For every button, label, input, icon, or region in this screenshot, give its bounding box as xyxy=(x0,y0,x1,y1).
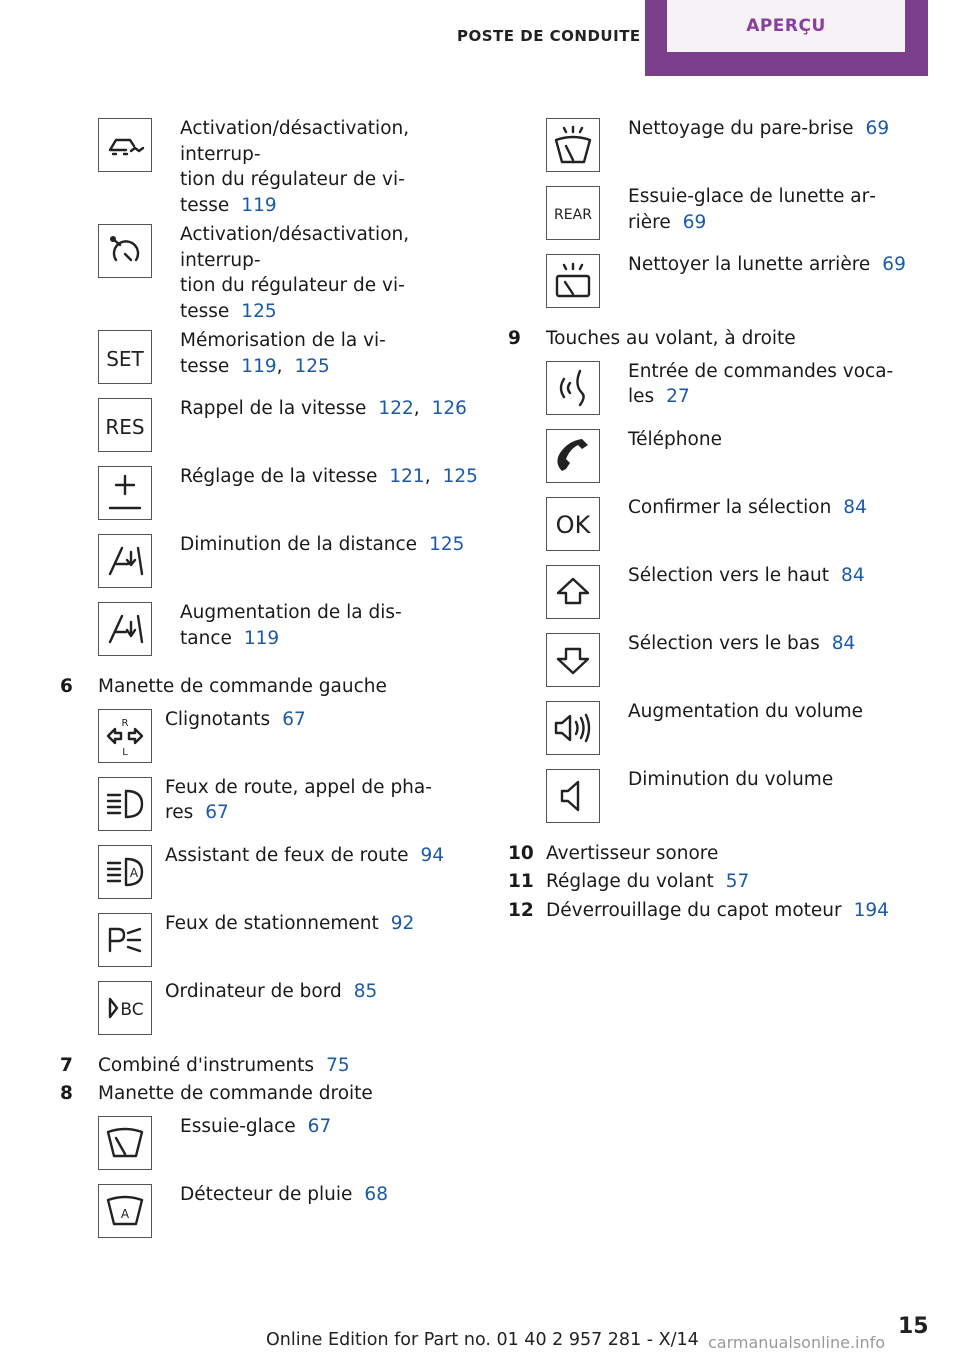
control-item xyxy=(546,559,928,627)
icon-box xyxy=(98,1184,152,1238)
numbered-section xyxy=(60,674,480,700)
section-title: Combiné d'instruments 75 xyxy=(98,1054,350,1076)
distance-decrease-icon xyxy=(104,540,146,582)
page-ref-link[interactable]: 84 xyxy=(841,564,865,586)
item-label: Feux de stationnement 92 xyxy=(165,912,415,934)
rain-sensor-icon xyxy=(104,1190,146,1232)
icon-box xyxy=(98,118,152,172)
turn-signal-icon xyxy=(104,715,146,757)
page-ref-link[interactable]: 194 xyxy=(853,899,889,921)
page-ref-link[interactable]: 122 xyxy=(378,398,414,419)
svg-text:RES: RES xyxy=(105,415,145,439)
item-label: Clignotants 67 xyxy=(165,708,306,730)
footer-edition: Online Edition for Part no. 01 40 2 957 281 - X/14 xyxy=(266,1330,699,1350)
page-ref-link[interactable]: 119 xyxy=(243,627,280,649)
icon-box xyxy=(98,602,152,656)
set-icon xyxy=(104,336,146,378)
icon-box xyxy=(546,429,600,483)
control-item xyxy=(546,627,928,695)
page-ref-link[interactable]: 67 xyxy=(307,1115,332,1137)
section-number: 8 xyxy=(60,1083,73,1104)
control-item xyxy=(98,112,480,218)
control-item xyxy=(98,703,480,771)
item-label: Mémorisation de la vi‐ tesse 119, 125 xyxy=(180,330,386,377)
control-item xyxy=(98,528,480,596)
page-ref-link[interactable]: 126 xyxy=(431,398,467,419)
plus-minus-icon xyxy=(104,472,146,514)
numbered-section xyxy=(60,1053,480,1079)
control-item xyxy=(98,1110,480,1178)
page-ref-link[interactable]: 75 xyxy=(326,1054,350,1076)
ok-icon xyxy=(552,503,594,545)
watermark: carmanualsonline.info xyxy=(708,1333,886,1352)
page-ref-link[interactable]: 69 xyxy=(682,211,707,233)
section-number: 6 xyxy=(60,676,73,697)
page-ref-link[interactable]: 69 xyxy=(865,118,890,139)
control-item xyxy=(98,907,480,975)
item-label: Activation/désactivation, interrup‐ tion du régulateur de vi‐ tesse 119 xyxy=(180,118,410,216)
icon-box xyxy=(98,1116,152,1170)
page-ref-link[interactable]: 67 xyxy=(282,708,306,730)
right-column xyxy=(508,112,928,926)
item-label: Sélection vers le bas 84 xyxy=(628,632,856,654)
item-label: Nettoyage du pare-brise 69 xyxy=(628,118,890,139)
control-item xyxy=(546,423,928,491)
icon-box xyxy=(546,254,600,308)
icon-box xyxy=(98,845,152,899)
item-label: Assistant de feux de route 94 xyxy=(165,844,445,866)
section-number: 7 xyxy=(60,1054,73,1076)
control-item xyxy=(98,596,480,664)
item-label: Confirmer la sélection 84 xyxy=(628,496,867,518)
page-ref-link[interactable]: 84 xyxy=(843,496,867,518)
page-ref-link[interactable]: 92 xyxy=(390,912,415,934)
numbered-section xyxy=(508,869,928,895)
item-label: Activation/désactivation, interrup‐ tion du régulateur de vi‐ tesse 125 xyxy=(180,224,410,322)
page-ref-link[interactable]: 84 xyxy=(831,632,856,654)
left-column xyxy=(60,112,480,1246)
item-label: Détecteur de pluie 68 xyxy=(180,1183,388,1205)
section-title: Avertisseur sonore xyxy=(546,842,719,864)
voice-command-icon xyxy=(552,367,594,409)
active-cruise-control-icon xyxy=(104,230,146,272)
rear-washer-icon xyxy=(552,260,594,302)
icon-box xyxy=(546,565,600,619)
onboard-computer-icon xyxy=(104,987,146,1029)
icon-box xyxy=(98,398,152,452)
item-label: Diminution de la distance 125 xyxy=(180,534,465,555)
item-label: Entrée de commandes voca‐ les 27 xyxy=(628,360,894,407)
control-item xyxy=(98,392,480,460)
page-number: 15 xyxy=(898,1314,929,1339)
item-label: Nettoyer la lunette arrière 69 xyxy=(628,254,906,275)
icon-box xyxy=(98,330,152,384)
control-item xyxy=(546,180,928,248)
icon-box xyxy=(546,186,600,240)
icon-box xyxy=(98,709,152,763)
icon-box xyxy=(98,913,152,967)
icon-box xyxy=(98,534,152,588)
item-label: Diminution du volume xyxy=(628,768,834,790)
item-label: Augmentation du volume xyxy=(628,700,864,722)
section-number: 9 xyxy=(508,328,521,349)
control-item xyxy=(98,839,480,907)
section-title: Manette de commande droite xyxy=(98,1083,373,1104)
res-icon xyxy=(104,404,146,446)
item-label: Essuie-glace 67 xyxy=(180,1115,332,1137)
section-number: 10 xyxy=(508,842,534,864)
icon-box xyxy=(98,466,152,520)
control-item xyxy=(546,491,928,559)
svg-text:BC: BC xyxy=(120,999,144,1020)
arrow-up-icon xyxy=(552,571,594,613)
icon-box xyxy=(546,701,600,755)
parking-light-icon xyxy=(104,919,146,961)
icon-box xyxy=(546,497,600,551)
item-label: Réglage de la vitesse 121, 125 xyxy=(180,466,478,487)
icon-box xyxy=(546,361,600,415)
icon-box xyxy=(98,981,152,1035)
arrow-down-icon xyxy=(552,639,594,681)
header-tab-label: APERÇU xyxy=(667,0,905,52)
volume-up-icon xyxy=(552,707,594,749)
control-item xyxy=(546,695,928,763)
icon-box xyxy=(98,777,152,831)
numbered-section xyxy=(508,898,928,924)
page-ref-link[interactable]: 68 xyxy=(364,1183,388,1205)
page-ref-link[interactable]: 27 xyxy=(666,386,690,407)
section-number: 11 xyxy=(508,871,534,892)
page-ref-link[interactable]: 125 xyxy=(294,355,330,377)
high-beam-icon xyxy=(104,783,146,825)
control-item xyxy=(546,112,928,180)
page-ref-link[interactable]: 69 xyxy=(882,254,906,275)
control-item xyxy=(98,460,480,528)
distance-increase-icon xyxy=(104,608,146,650)
windshield-washer-icon xyxy=(552,124,594,166)
item-label: Ordinateur de bord 85 xyxy=(165,980,378,1002)
page-ref-link[interactable]: 119 xyxy=(241,355,277,377)
page-ref-link[interactable]: 57 xyxy=(725,871,750,892)
control-item xyxy=(98,218,480,324)
page-ref-link[interactable]: 121 xyxy=(389,466,425,487)
page-ref-link[interactable]: 125 xyxy=(429,534,465,555)
item-label: Téléphone xyxy=(628,428,722,450)
svg-text:A: A xyxy=(129,865,139,880)
section-title: Réglage du volant 57 xyxy=(546,871,750,892)
icon-box xyxy=(546,769,600,823)
page-ref-link[interactable]: 94 xyxy=(420,844,445,866)
control-item xyxy=(98,975,480,1043)
header-section-title: POSTE DE CONDUITE xyxy=(457,27,641,45)
icon-box xyxy=(546,633,600,687)
control-item xyxy=(546,248,928,316)
numbered-section xyxy=(508,841,928,867)
item-label: Essuie-glace de lunette ar‐ rière 69 xyxy=(628,186,876,233)
item-label: Augmentation de la dis‐ tance 119 xyxy=(180,602,402,649)
page-ref-link[interactable]: 119 xyxy=(241,194,277,216)
high-beam-assistant-icon xyxy=(104,851,146,893)
svg-text:REAR: REAR xyxy=(554,207,592,223)
wiper-icon xyxy=(104,1122,146,1164)
svg-text:A: A xyxy=(120,1206,130,1221)
svg-text:OK: OK xyxy=(555,510,591,539)
svg-text:SET: SET xyxy=(106,347,144,371)
numbered-section xyxy=(508,326,928,352)
svg-text:L: L xyxy=(122,746,128,757)
icon-box xyxy=(546,118,600,172)
section-title: Déverrouillage du capot moteur 194 xyxy=(546,899,889,921)
control-item xyxy=(546,763,928,831)
section-title: Manette de commande gauche xyxy=(98,676,387,697)
control-item xyxy=(546,355,928,423)
item-label: Rappel de la vitesse 122, 126 xyxy=(180,398,467,419)
numbered-section xyxy=(60,1081,480,1107)
section-number: 12 xyxy=(508,899,534,921)
page-ref-link[interactable]: 125 xyxy=(442,466,478,487)
cruise-control-icon xyxy=(104,124,146,166)
section-title: Touches au volant, à droite xyxy=(546,328,796,349)
page-ref-link[interactable]: 85 xyxy=(353,980,378,1002)
item-label: Feux de route, appel de pha‐ res 67 xyxy=(165,776,432,823)
item-label: Sélection vers le haut 84 xyxy=(628,564,865,586)
telephone-icon xyxy=(552,435,594,477)
page-ref-link[interactable]: 67 xyxy=(205,802,229,823)
svg-text:R: R xyxy=(121,717,129,729)
volume-down-icon xyxy=(552,775,594,817)
page-ref-link[interactable]: 125 xyxy=(241,300,277,322)
control-item xyxy=(98,324,480,392)
header-tab xyxy=(645,0,928,76)
rear-wiper-icon xyxy=(552,192,594,234)
icon-box xyxy=(98,224,152,278)
control-item xyxy=(98,1178,480,1246)
control-item xyxy=(98,771,480,839)
